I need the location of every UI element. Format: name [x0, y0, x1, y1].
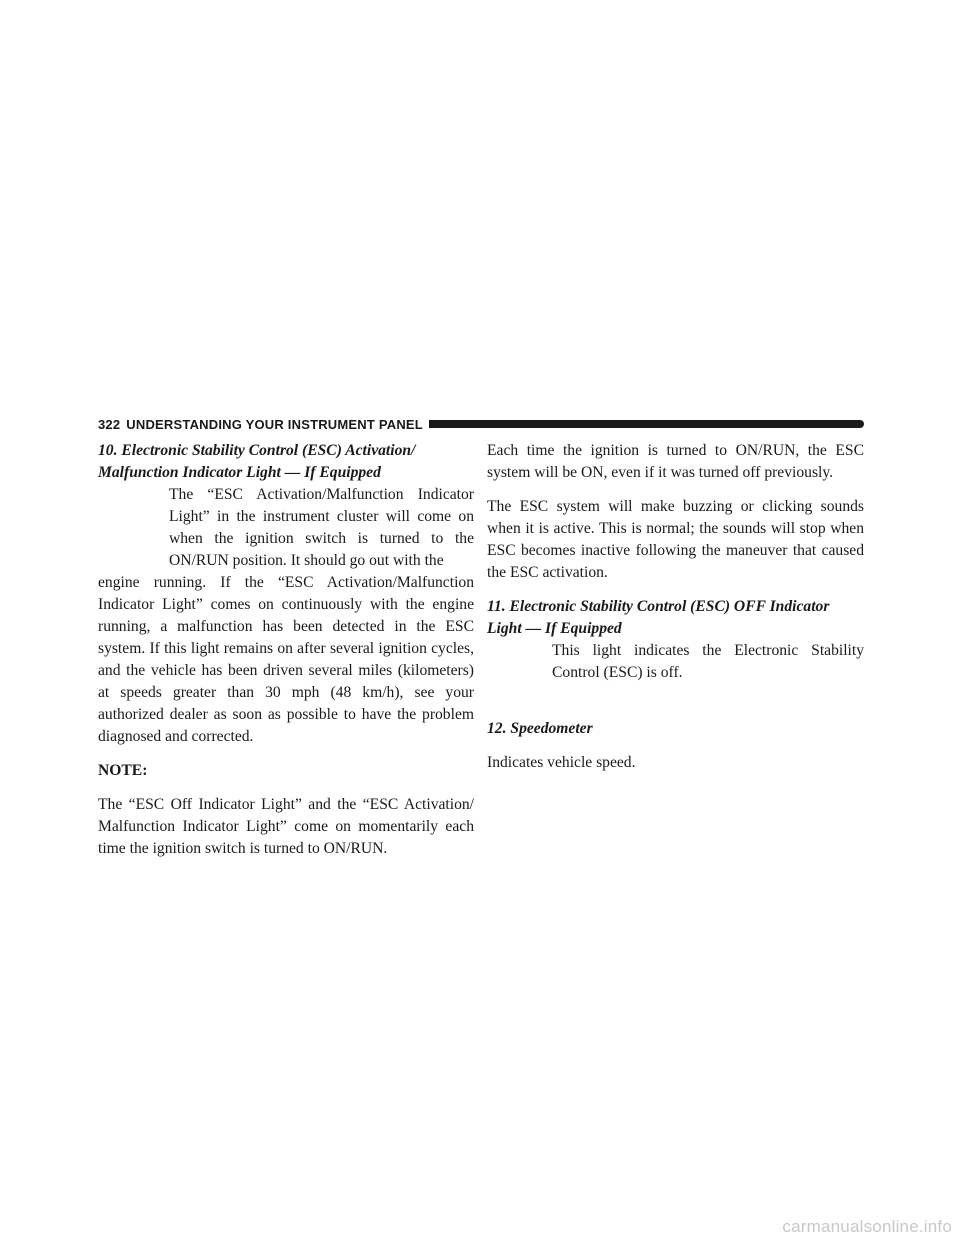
note-text: The “ESC Off Indicator Light” and the “ESC Activation/ Malfunction Indicator Light” come on momentarily each time the ignition switch is turned to ON/RUN. [98, 796, 474, 857]
esc-malfunction-paragraph: engine running. If the “ESC Activation/Malfunction Indicator Light” comes on continuously with the engine running, a malfunction has been detected in the ESC system. If this light remains on after several ignition cycles, and the vehicle has been driven several miles (kilometers) at speeds greater than 30 mph (48 km/h), see your authorized dealer as soon as possible to have the problem diagnosed and corrected. [98, 574, 474, 745]
esc-sounds-paragraph: The ESC system will make buzzing or clicking sounds when it is active. This is normal; the sounds will stop when ESC becomes inactive following the maneuver that caused the ESC activation. [487, 498, 864, 581]
esc-off-description: This light indicates the Electronic Stability Control (ESC) is off. [552, 642, 864, 681]
page-header [98, 414, 864, 434]
section-10-heading [98, 440, 474, 484]
header-rule [429, 420, 864, 428]
esc-on-paragraph: Each time the ignition is turned to ON/RUN, the ESC system will be ON, even if it was turned off previously. [487, 442, 864, 481]
heading-line: Malfunction Indicator Light — If Equipped [98, 464, 381, 481]
heading-line: 11. Electronic Stability Control (ESC) OFF Indicator [487, 598, 830, 615]
watermark-text: carmanualsonline.info [782, 1217, 952, 1236]
heading-line: Light — If Equipped [487, 620, 622, 637]
watermark [0, 1212, 960, 1242]
heading-line: 10. Electronic Stability Control (ESC) Activation/ [98, 442, 416, 459]
section-title: UNDERSTANDING YOUR INSTRUMENT PANEL [126, 416, 423, 432]
section-12-heading: 12. Speedometer [487, 720, 593, 737]
esc-indicator-description: The “ESC Activation/Malfunction Indicator Light” in the instrument cluster will come on when the ignition switch is turned to the ON/RUN position. It should go out with the [169, 486, 474, 569]
section-11-heading [487, 596, 864, 640]
right-column [487, 440, 864, 774]
page-number: 322 [98, 416, 121, 432]
left-column [98, 440, 474, 860]
note-label: NOTE: [98, 762, 148, 779]
speedometer-text: Indicates vehicle speed. [487, 754, 636, 771]
